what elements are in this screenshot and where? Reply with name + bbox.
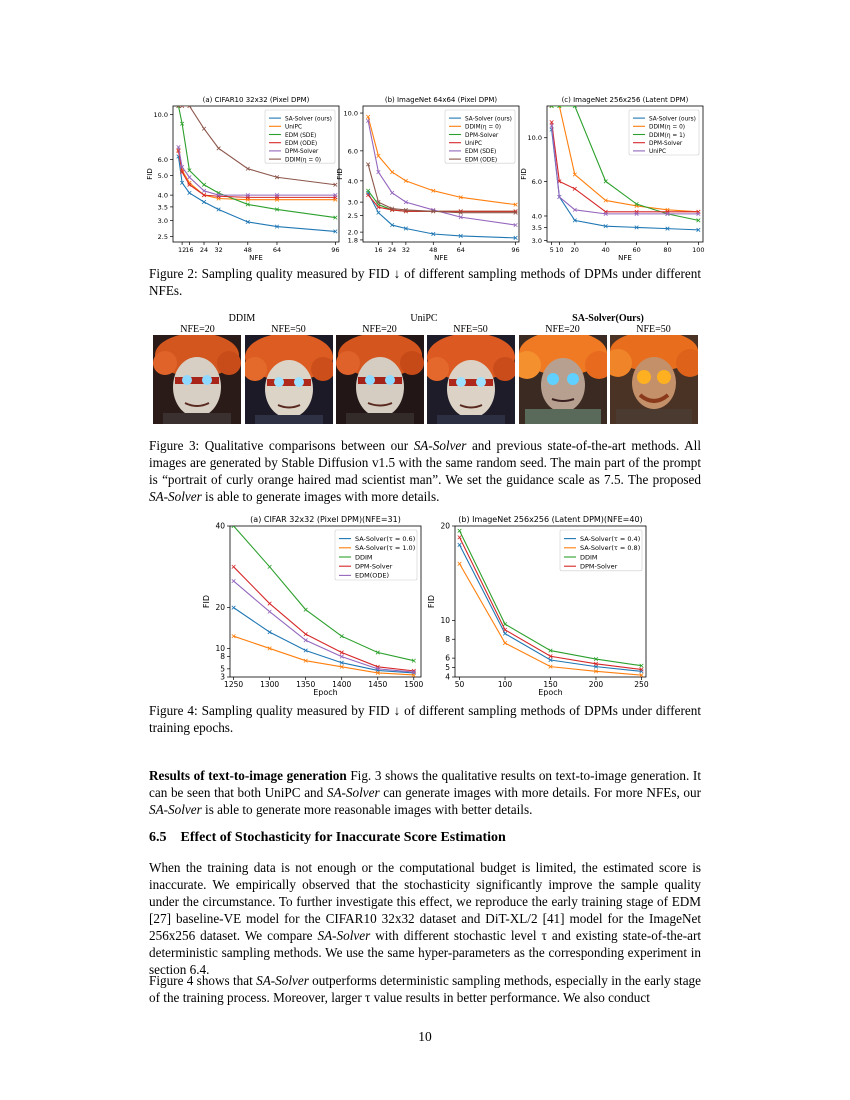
data-point <box>458 536 462 540</box>
figure3-nfe-label: NFE=20 <box>545 324 580 335</box>
data-point <box>458 529 462 533</box>
data-point <box>268 630 272 634</box>
x-axis-label: NFE <box>249 254 263 262</box>
x-tick-label: 100 <box>692 246 705 254</box>
legend-label: SA-Solver (ours) <box>465 116 512 123</box>
data-point <box>268 602 272 606</box>
x-tick-label: 80 <box>663 246 672 254</box>
data-point <box>390 170 394 174</box>
figure4-discussion-paragraph <box>149 972 701 1006</box>
legend-label: DPM-Solver <box>285 149 319 156</box>
data-point <box>503 632 507 636</box>
legend-label: EDM (SDE) <box>285 132 317 139</box>
data-point <box>202 127 206 131</box>
legend-label: DDIM <box>580 553 598 562</box>
y-tick-label: 4.0 <box>531 212 542 221</box>
legend-label: DDIM(η = 0) <box>465 124 502 131</box>
legend-label: EDM (ODE) <box>465 157 498 164</box>
sa-solver-name: SA-Solver <box>256 973 309 988</box>
x-tick-label: 1450 <box>368 680 388 689</box>
y-axis-label: FID <box>336 168 344 180</box>
x-tick-label: 1300 <box>260 680 280 689</box>
x-tick-label: 250 <box>634 680 649 689</box>
legend-label: EDM(ODE) <box>355 571 390 580</box>
y-tick-label: 10 <box>440 615 450 625</box>
x-tick-label: 96 <box>511 246 520 254</box>
figure4-chart-b <box>425 512 650 697</box>
x-tick-label: 32 <box>401 246 410 254</box>
data-point <box>232 579 236 583</box>
figure4-chart-a <box>200 512 425 697</box>
legend-label: DPM-Solver <box>355 562 393 571</box>
y-tick-label: 8 <box>445 634 450 644</box>
legend-label: UniPC <box>465 141 483 147</box>
x-tick-label: 50 <box>454 680 465 689</box>
x-tick-label: 12 <box>177 246 187 254</box>
x-axis-label: NFE <box>618 254 632 262</box>
y-tick-label: 2.5 <box>347 212 358 221</box>
figure2-chart-c <box>517 92 707 262</box>
data-point <box>458 562 462 566</box>
paragraph-text: Fig. 3 shows the qualitative results on text-to-image generation. It can be seen that both UniPC and <box>149 768 701 800</box>
portrait-image <box>427 335 515 424</box>
x-tick-label: 48 <box>429 246 438 254</box>
x-tick-label: 1250 <box>224 680 244 689</box>
data-point <box>268 610 272 614</box>
figure3-nfe-label: NFE=20 <box>362 324 397 335</box>
paragraph-text: When the training data is not enough or the computational budget is limited, the estimated score is inaccurate. We empirically observed that the stochasticity significantly improve the sample quality under the circumstance. To further investigate this effect, we reproduce the early training stage of EDM [27] baseline-VE model for the CIFAR10 32x32 dataset and DiT-XL/2 [41] model for the ImageNet 256x256 dataset. We compare <box>149 860 701 943</box>
x-tick-label: 96 <box>331 246 340 254</box>
legend-label: DPM-Solver <box>465 132 499 139</box>
figure2-caption-text: Sampling quality measured by FID ↓ of different sampling methods of DPMs under different NFEs. <box>149 266 701 298</box>
legend-label: DPM-Solver <box>649 141 683 147</box>
data-point <box>503 628 507 632</box>
figure2-chart-a <box>143 92 343 262</box>
legend-label: DPM-Solver <box>580 562 618 571</box>
figure3-caption-text: Qualitative comparisons between our <box>204 438 414 453</box>
sa-solver-name: SA-Solver <box>326 785 380 800</box>
y-tick-label: 8 <box>220 652 225 662</box>
y-tick-label: 6.0 <box>531 177 542 186</box>
x-tick-label: 48 <box>243 246 252 254</box>
x-tick-label: 10 <box>555 246 564 254</box>
sa-solver-name: SA-Solver <box>149 489 202 504</box>
figure3-caption-label: Figure 3: <box>149 438 200 453</box>
sa-solver-name: SA-Solver <box>149 802 202 817</box>
y-tick-label: 3 <box>220 672 225 682</box>
legend-label: DDIM(η = 0) <box>285 157 322 164</box>
data-point <box>304 608 308 612</box>
figure3-group-unipc: UniPC <box>410 313 438 324</box>
y-axis-label: FID <box>146 168 154 180</box>
y-tick-label: 5 <box>445 663 450 673</box>
data-point <box>268 565 272 569</box>
figure3-nfe-label: NFE=20 <box>180 324 215 335</box>
series-line <box>234 567 414 671</box>
y-tick-label: 3.5 <box>157 203 168 212</box>
figure3-group-sa-solver: SA-Solver(Ours) <box>572 313 644 324</box>
y-tick-label: 4.0 <box>347 177 358 186</box>
x-tick-label: 150 <box>543 680 558 689</box>
y-tick-label: 3.0 <box>531 237 542 246</box>
y-tick-label: 5 <box>220 664 225 674</box>
figure2-chart-b <box>333 92 523 262</box>
x-tick-label: 32 <box>214 246 223 254</box>
y-tick-label: 20 <box>215 603 225 613</box>
figure2-caption <box>149 265 701 299</box>
y-tick-label: 4 <box>445 672 450 682</box>
sa-solver-name: SA-Solver <box>413 438 467 453</box>
data-point <box>366 189 370 193</box>
portrait-image <box>245 335 333 424</box>
figure3-group-ddim: DDIM <box>228 313 256 324</box>
chart-title: (c) ImageNet 256x256 (Latent DPM) <box>561 96 689 104</box>
y-axis-label: FID <box>427 594 436 609</box>
x-axis-label: NFE <box>434 254 448 262</box>
x-tick-label: 64 <box>456 246 465 254</box>
y-tick-label: 2.5 <box>157 233 168 242</box>
paragraph-text: outperforms deterministic sampling methods, especially in the early stage of the training process. Moreover, larger τ value results in better performance. We also conduct <box>149 973 702 1005</box>
figure4-caption-label: Figure 4: <box>149 703 198 718</box>
results-paragraph <box>149 767 701 818</box>
figure3-image-strip <box>152 313 700 425</box>
data-point <box>503 622 507 626</box>
y-tick-label: 3.0 <box>347 198 358 207</box>
y-tick-label: 20 <box>440 521 450 531</box>
portrait-image <box>153 335 241 424</box>
legend-label: EDM (SDE) <box>465 149 497 156</box>
legend-label: DDIM(η = 1) <box>649 132 686 139</box>
y-tick-label: 10.0 <box>527 134 542 143</box>
figure3-nfe-label: NFE=50 <box>453 324 488 335</box>
data-point <box>217 147 221 151</box>
y-tick-label: 3.0 <box>157 216 168 225</box>
data-point <box>188 191 192 195</box>
legend-label: UniPC <box>649 149 667 156</box>
paragraph-text: with different stochastic level τ and existing state-of-the-art deterministic sampling methods. We use the same hyper-parameters as the corresponding experiment in section 6.4. <box>149 928 702 977</box>
data-point <box>503 641 507 645</box>
series-line <box>460 564 642 675</box>
x-tick-label: 20 <box>570 246 579 254</box>
figure3-caption <box>149 437 701 505</box>
x-axis-label: Epoch <box>538 688 563 697</box>
chart-title: (a) CIFAR 32x32 (Pixel DPM)(NFE=31) <box>250 515 401 524</box>
figure4-caption <box>149 702 701 736</box>
legend-label: SA-Solver(τ = 1.0) <box>355 544 416 553</box>
portrait-image <box>610 335 698 424</box>
y-tick-label: 5.0 <box>157 171 168 180</box>
legend-label: SA-Solver(τ = 0.6) <box>355 534 416 543</box>
chart-title: (b) ImageNet 64x64 (Pixel DPM) <box>384 96 498 104</box>
y-tick-label: 10 <box>215 643 225 653</box>
series-line <box>234 608 414 673</box>
chart-title: (a) CIFAR10 32x32 (Pixel DPM) <box>202 96 310 104</box>
data-point <box>232 565 236 569</box>
x-tick-label: 16 <box>374 246 383 254</box>
y-tick-label: 10.0 <box>343 109 358 118</box>
data-point <box>232 606 236 610</box>
data-point <box>458 543 462 547</box>
legend-label: EDM (ODE) <box>285 141 318 147</box>
figure3-nfe-label: NFE=50 <box>271 324 306 335</box>
stochasticity-paragraph <box>149 859 701 978</box>
x-tick-label: 1400 <box>332 680 352 689</box>
x-tick-label: 16 <box>185 246 194 254</box>
legend-label: DDIM(η = 0) <box>649 124 686 131</box>
legend-label: SA-Solver(τ = 0.4) <box>580 534 641 543</box>
y-tick-label: 40 <box>215 521 225 531</box>
y-tick-label: 1.8 <box>347 236 358 245</box>
y-tick-label: 4.0 <box>157 191 168 200</box>
legend-label: SA-Solver (ours) <box>649 116 696 123</box>
portrait-image <box>336 335 424 424</box>
legend-label: UniPC <box>285 124 303 131</box>
data-point <box>202 183 206 187</box>
data-point <box>377 211 381 215</box>
sa-solver-name: SA-Solver <box>317 928 371 943</box>
legend-label: DDIM <box>355 553 373 562</box>
data-point <box>202 200 206 204</box>
portrait-image <box>519 335 607 424</box>
figure2-caption-label: Figure 2: <box>149 266 198 281</box>
y-tick-label: 6.0 <box>347 147 358 156</box>
figure3-nfe-label: NFE=50 <box>636 324 671 335</box>
series-line <box>368 193 515 238</box>
y-tick-label: 2.0 <box>347 228 358 237</box>
y-tick-label: 3.5 <box>531 223 542 232</box>
paragraph-lead: Results of text-to-image generation <box>149 768 347 783</box>
x-axis-label: Epoch <box>313 688 338 697</box>
y-axis-label: FID <box>202 594 211 609</box>
series-line <box>368 164 515 212</box>
legend-label: SA-Solver (ours) <box>285 116 332 123</box>
section-heading <box>149 830 506 846</box>
x-tick-label: 60 <box>632 246 641 254</box>
section-title: Effect of Stochasticity for Inaccurate Score Estimation <box>180 830 506 845</box>
page-number: 10 <box>418 1029 432 1044</box>
data-point <box>304 632 308 636</box>
x-tick-label: 24 <box>388 246 397 254</box>
figure3-caption-text: is able to generate images with more details. <box>201 489 440 504</box>
paragraph-text: can generate images with more details. For more NFEs, our <box>379 785 701 800</box>
x-tick-label: 1350 <box>296 680 316 689</box>
y-tick-label: 6 <box>445 653 450 663</box>
data-point <box>390 191 394 195</box>
legend-label: SA-Solver(τ = 0.8) <box>580 544 641 553</box>
x-tick-label: 40 <box>601 246 610 254</box>
x-tick-label: 64 <box>272 246 282 254</box>
y-tick-label: 10.0 <box>153 110 168 119</box>
x-tick-label: 24 <box>199 246 209 254</box>
x-tick-label: 100 <box>497 680 513 689</box>
data-point <box>188 175 192 179</box>
figure4-caption-text: Sampling quality measured by FID ↓ of different sampling methods of DPMs under different training epochs. <box>149 703 701 735</box>
paragraph-text: is able to generate more reasonable images with better details. <box>201 802 533 817</box>
x-tick-label: 5 <box>549 246 554 254</box>
x-tick-label: 1500 <box>404 680 424 689</box>
chart-title: (b) ImageNet 256x256 (Latent DPM)(NFE=40) <box>458 515 643 524</box>
figure3-caption-text: and previous state-of-the-art methods. All images are generated by Stable Diffusion v1.5 with the same random seed. The main part of the prompt is “portrait of curly orange haired mad scientist man”. We set the guidance scale as 7.5. The proposed <box>149 438 702 487</box>
y-tick-label: 6.0 <box>157 155 168 164</box>
x-tick-label: 200 <box>588 680 604 689</box>
paragraph-text: Figure 4 shows that <box>149 973 257 988</box>
section-number: 6.5 <box>149 830 167 845</box>
y-axis-label: FID <box>520 168 528 180</box>
